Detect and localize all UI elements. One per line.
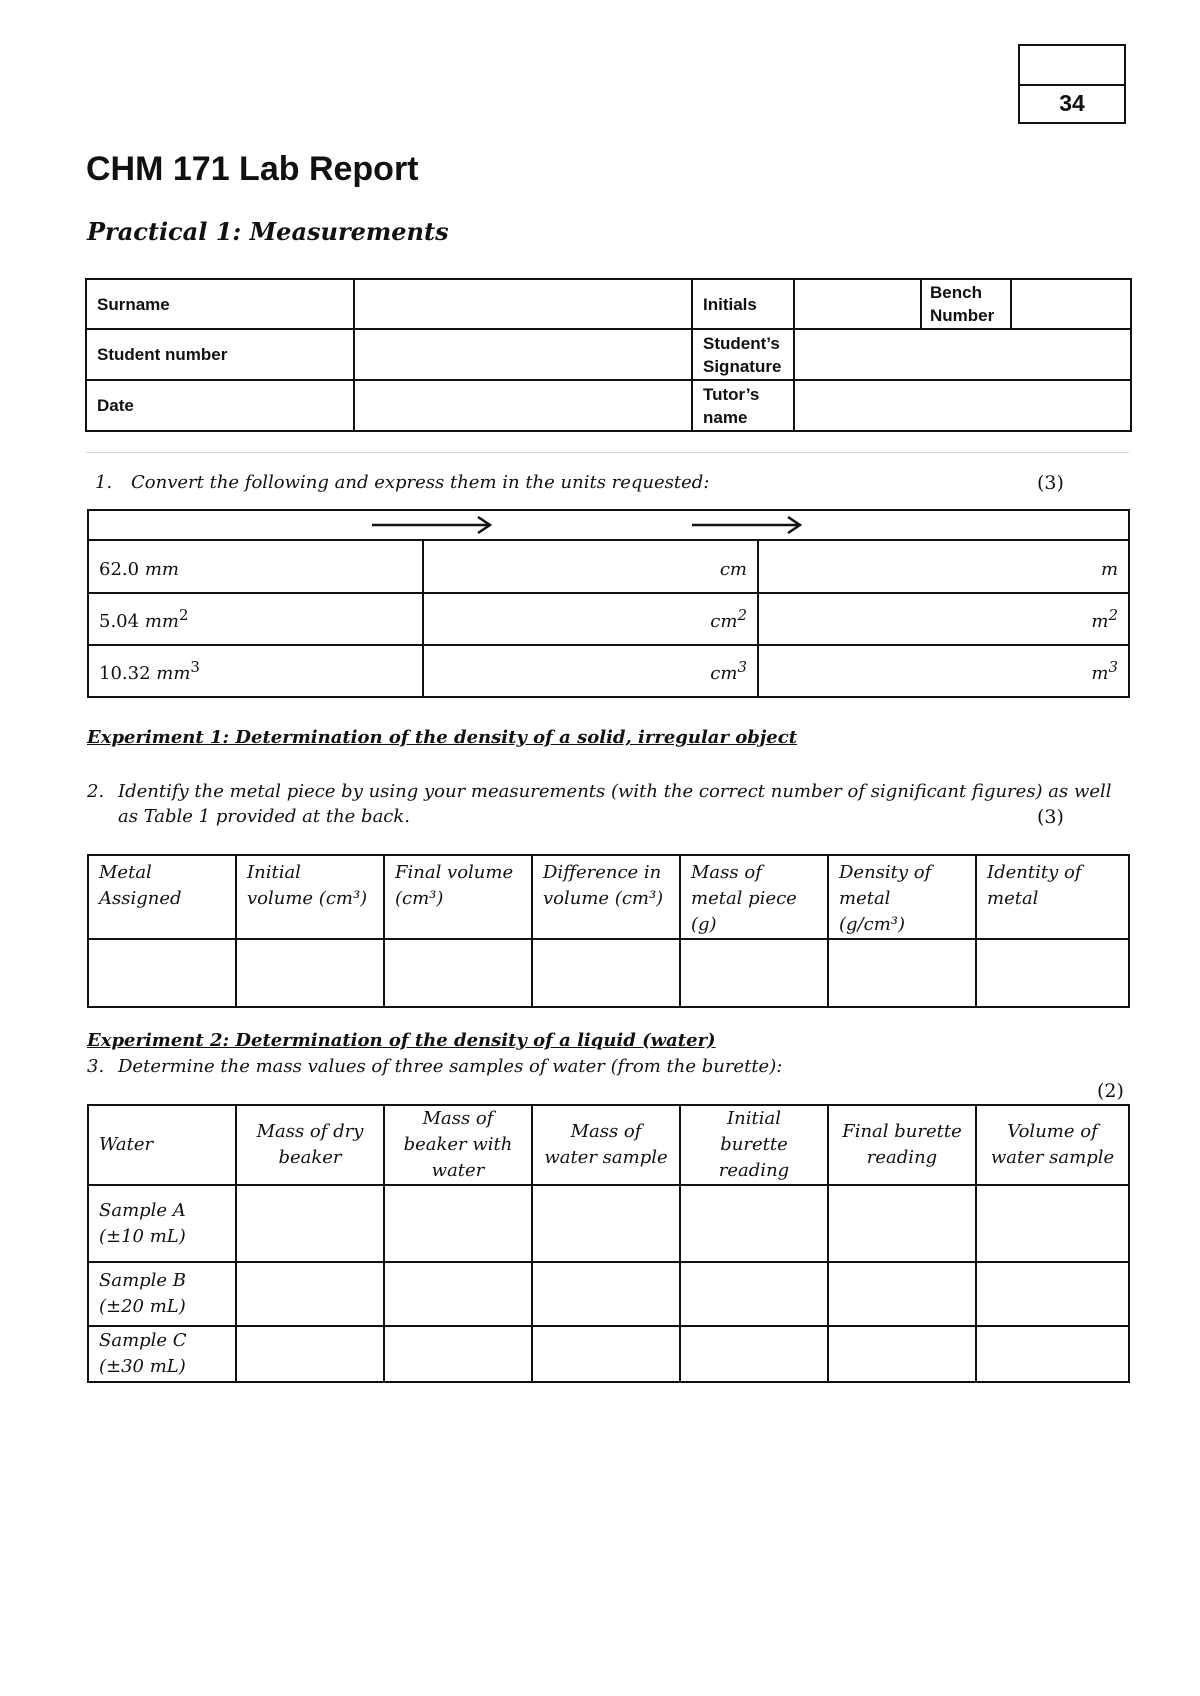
sample-name: Sample C <box>99 1330 187 1351</box>
signature-field[interactable] <box>794 329 1131 380</box>
page-subtitle: Practical 1: Measurements <box>87 217 449 246</box>
tutor-label-line1: Tutor’s <box>703 384 760 404</box>
table-row <box>88 593 1129 645</box>
data-cell[interactable] <box>384 1185 532 1262</box>
conversion-header-row <box>88 510 1129 540</box>
m-unit-exponent: 2 <box>1108 606 1119 624</box>
metal-assigned-cell[interactable] <box>88 939 236 1007</box>
data-cell[interactable] <box>828 1326 976 1382</box>
header-line: Initial <box>247 862 301 883</box>
header-line: Identity of <box>987 862 1082 883</box>
given-number: 10.32 <box>99 663 151 684</box>
tutor-label <box>692 380 794 431</box>
header-line: water sample <box>990 1147 1115 1168</box>
header-final-volume <box>384 855 532 939</box>
sample-name: Sample B <box>99 1270 187 1291</box>
q2-marks: (3) <box>1037 806 1064 828</box>
header-density-metal <box>828 855 976 939</box>
table-header-row <box>88 855 1129 939</box>
header-identity-metal <box>976 855 1129 939</box>
header-line: Assigned <box>99 888 182 909</box>
table-row <box>88 1185 1129 1262</box>
bench-number-field[interactable] <box>1011 279 1131 329</box>
header-line: beaker with <box>403 1134 513 1155</box>
data-cell[interactable] <box>532 1326 680 1382</box>
given-unit: mm <box>144 558 179 580</box>
m-unit: m <box>1091 611 1109 632</box>
q3-number: 3. <box>87 1056 105 1077</box>
header-initial-burette <box>680 1105 828 1185</box>
header-line: water <box>431 1160 485 1181</box>
difference-volume-cell[interactable] <box>532 939 680 1007</box>
table-row <box>88 645 1129 697</box>
answer-cm-cell[interactable] <box>423 540 758 593</box>
header-difference-volume <box>532 855 680 939</box>
cm-unit-exponent: 2 <box>737 606 747 624</box>
data-cell[interactable] <box>976 1326 1129 1382</box>
data-cell[interactable] <box>236 1262 384 1326</box>
student-number-field[interactable] <box>354 329 692 380</box>
mass-metal-cell[interactable] <box>680 939 828 1007</box>
data-cell[interactable] <box>236 1326 384 1382</box>
header-line: Final volume <box>395 862 514 883</box>
header-line: beaker <box>278 1147 342 1168</box>
data-cell[interactable] <box>828 1262 976 1326</box>
header-line: water sample <box>544 1147 668 1168</box>
header-metal-assigned <box>88 855 236 939</box>
data-cell[interactable] <box>532 1262 680 1326</box>
identity-metal-cell[interactable] <box>976 939 1129 1007</box>
q3-marks: (2) <box>1097 1080 1124 1102</box>
q3-text: Determine the mass values of three samples of water (from the burette): <box>118 1056 783 1077</box>
student-number-label: Student number <box>86 329 354 380</box>
header-line: metal <box>987 888 1039 909</box>
header-line: volume (cm³) <box>247 888 368 909</box>
page-title: CHM 171 Lab Report <box>86 150 419 188</box>
sample-name: Sample A <box>99 1199 186 1221</box>
header-line: Metal <box>99 862 152 883</box>
sample-volume: (±10 mL) <box>99 1225 186 1247</box>
table-header-row <box>88 1105 1129 1185</box>
header-line: Mass of <box>570 1121 642 1142</box>
header-line: volume (cm³) <box>543 888 664 909</box>
sample-label <box>88 1262 236 1326</box>
sample-label <box>88 1326 236 1382</box>
sample-volume: (±30 mL) <box>99 1356 186 1377</box>
score-divider <box>1020 84 1124 86</box>
table-row <box>88 540 1129 593</box>
score-value: 34 <box>1059 90 1085 116</box>
q2-number: 2. <box>87 781 105 802</box>
signature-label <box>692 329 794 380</box>
header-mass-metal <box>680 855 828 939</box>
data-cell[interactable] <box>680 1326 828 1382</box>
water-samples-table <box>87 1104 1130 1383</box>
header-line: (g/cm³) <box>839 914 905 935</box>
data-cell[interactable] <box>384 1326 532 1382</box>
header-line: Volume of <box>1007 1121 1098 1142</box>
initials-field[interactable] <box>794 279 921 329</box>
given-unit: mm <box>156 663 191 684</box>
bench-label-line2: Number <box>930 306 995 325</box>
table-row <box>88 1262 1129 1326</box>
signature-label-line1: Student’s <box>703 333 780 353</box>
answer-cm-cell[interactable] <box>423 645 758 697</box>
header-line: (g) <box>691 914 717 935</box>
header-line: (cm³) <box>395 888 444 909</box>
header-final-burette <box>828 1105 976 1185</box>
q1-text: Convert the following and express them in the units requested: <box>131 472 710 493</box>
header-mass-dry-beaker <box>236 1105 384 1185</box>
header-volume-water-sample <box>976 1105 1129 1185</box>
q2-text-line1: Identify the metal piece by using your measurements (with the correct number of significant figures) as well <box>118 781 1112 802</box>
header-water <box>88 1105 236 1185</box>
data-cell[interactable] <box>680 1262 828 1326</box>
initial-volume-cell[interactable] <box>236 939 384 1007</box>
header-line: Density of <box>839 862 932 883</box>
cm-unit: cm <box>710 611 738 632</box>
arrow-cm-to-m-icon <box>690 512 810 538</box>
student-info-table <box>85 278 1132 432</box>
separator-line <box>86 452 1129 453</box>
signature-label-line2: Signature <box>703 356 782 376</box>
q2-text-line2: as Table 1 provided at the back. <box>118 806 411 827</box>
q1-number: 1. <box>95 472 113 493</box>
given-unit-exponent: 2 <box>178 606 189 624</box>
given-value-cell <box>88 540 423 593</box>
surname-label: Surname <box>86 279 354 329</box>
cm-unit: cm <box>710 663 738 684</box>
date-field[interactable] <box>354 380 692 431</box>
data-cell[interactable] <box>976 1262 1129 1326</box>
experiment2-heading: Experiment 2: Determination of the density of a liquid (water) <box>87 1030 716 1051</box>
header-line: Water <box>99 1134 154 1155</box>
header-line: reading <box>866 1147 938 1168</box>
header-mass-water-sample <box>532 1105 680 1185</box>
table-row <box>88 939 1129 1007</box>
final-volume-cell[interactable] <box>384 939 532 1007</box>
data-cell[interactable] <box>828 1185 976 1262</box>
sample-label <box>88 1185 236 1262</box>
sample-volume: (±20 mL) <box>99 1296 186 1317</box>
given-value-cell <box>88 593 423 645</box>
answer-cm-cell[interactable] <box>423 593 758 645</box>
header-line: metal piece <box>691 888 797 909</box>
initials-label: Initials <box>692 279 794 329</box>
cm-unit: cm <box>719 558 747 580</box>
header-line: Mass of <box>691 862 762 883</box>
m-unit: m <box>1100 558 1119 580</box>
data-cell[interactable] <box>976 1185 1129 1262</box>
header-line: burette <box>720 1134 788 1155</box>
data-cell[interactable] <box>680 1185 828 1262</box>
surname-field[interactable] <box>354 279 692 329</box>
answer-m-cell[interactable] <box>758 645 1129 697</box>
experiment1-heading: Experiment 1: Determination of the density of a solid, irregular object <box>87 727 798 748</box>
header-line: Final burette <box>842 1121 962 1142</box>
m-unit: m <box>1091 663 1109 684</box>
given-unit: mm <box>144 611 179 632</box>
header-line: metal <box>839 888 891 909</box>
header-line: reading <box>718 1160 790 1181</box>
header-line: Mass of dry <box>256 1121 364 1142</box>
table-row <box>88 1326 1129 1382</box>
bench-number-label <box>921 279 1011 329</box>
given-number: 62.0 <box>99 558 140 580</box>
tutor-label-line2: name <box>703 407 748 427</box>
data-cell[interactable] <box>236 1185 384 1262</box>
answer-m-cell[interactable] <box>758 540 1129 593</box>
answer-m-cell[interactable] <box>758 593 1129 645</box>
metal-density-table <box>87 854 1130 1008</box>
density-metal-cell[interactable] <box>828 939 976 1007</box>
header-mass-beaker-water <box>384 1105 532 1185</box>
data-cell[interactable] <box>384 1262 532 1326</box>
given-value-cell <box>88 645 423 697</box>
conversion-table <box>87 509 1130 698</box>
tutor-name-field[interactable] <box>794 380 1131 431</box>
bench-label-line1: Bench <box>930 283 982 302</box>
header-line: Mass of <box>422 1108 494 1129</box>
score-box <box>1018 44 1126 124</box>
m-unit-exponent: 3 <box>1108 658 1119 676</box>
date-label: Date <box>86 380 354 431</box>
header-initial-volume <box>236 855 384 939</box>
cm-unit-exponent: 3 <box>737 658 747 676</box>
given-number: 5.04 <box>99 611 140 632</box>
header-line: Difference in <box>543 862 662 883</box>
data-cell[interactable] <box>532 1185 680 1262</box>
header-line: Initial <box>727 1108 781 1129</box>
given-unit-exponent: 3 <box>190 658 200 676</box>
arrow-mm-to-cm-icon <box>370 512 500 538</box>
q1-marks: (3) <box>1037 472 1064 494</box>
